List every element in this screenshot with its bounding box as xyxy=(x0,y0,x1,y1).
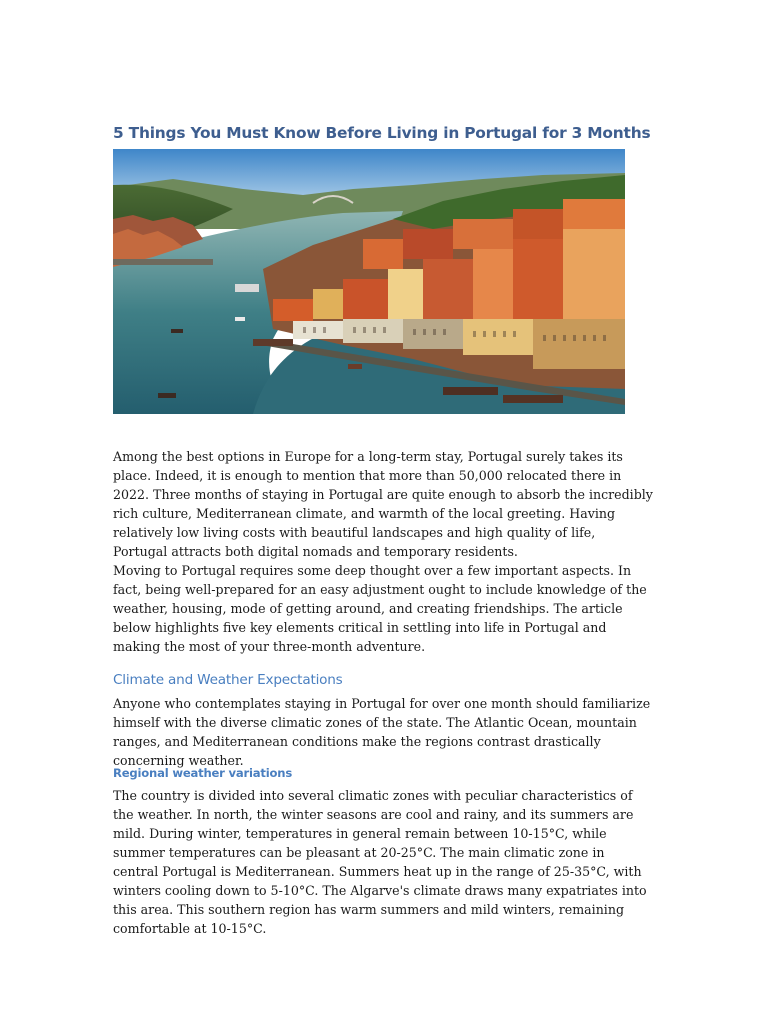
intro-paragraph: Among the best options in Europe for a long-term stay, Portugal surely takes its place. Indeed, it is enough to mention that more than 50,000 relocated there in 2022. Three months of staying in Portugal are quite enough to absorb the incredibly rich culture, Mediterranean climate, and warmth of the local greeting. Having relatively low living costs with beautiful landscapes and high quality of life, Portugal attracts both digital nomads and temporary residents. xyxy=(113,449,653,559)
porto-riverside-photo xyxy=(113,149,625,414)
section-paragraph: Anyone who contemplates staying in Portugal for over one month should familiarize himself with the diverse climatic zones of the state. The Atlantic Ocean, mountain ranges, and Mediterranean conditions make the regions contrast drastically concerning weather. xyxy=(113,696,651,768)
intro-text xyxy=(113,447,653,656)
page-title: 5 Things You Must Know Before Living in Portugal for 3 Months xyxy=(113,124,651,142)
intro-paragraph: Moving to Portugal requires some deep thought over a few important aspects. In fact, being well-prepared for an easy adjustment ought to include knowledge of the weather, housing, mode of getting around, and creating friendships. The article below highlights five key elements critical in settling into life in Portugal and making the most of your three-month adventure. xyxy=(113,563,647,654)
subsection-paragraph: The country is divided into several climatic zones with peculiar characteristics of the weather. In north, the winter seasons are cool and rainy, and its summers are mild. During winter, temperatures in general remain between 10-15°C, while summer temperatures can be pleasant at 20-25°C. The main climatic zone in central Portugal is Mediterranean. Summers heat up in the range of 25-35°C, with winters cooling down to 5-10°C. The Algarve's climate draws many expatriates into this area. This southern region has warm summers and mild winters, remaining comfortable at 10-15°C. xyxy=(113,788,647,936)
section-heading: Climate and Weather Expectations xyxy=(113,672,343,688)
subsection-heading: Regional weather variations xyxy=(113,766,293,780)
